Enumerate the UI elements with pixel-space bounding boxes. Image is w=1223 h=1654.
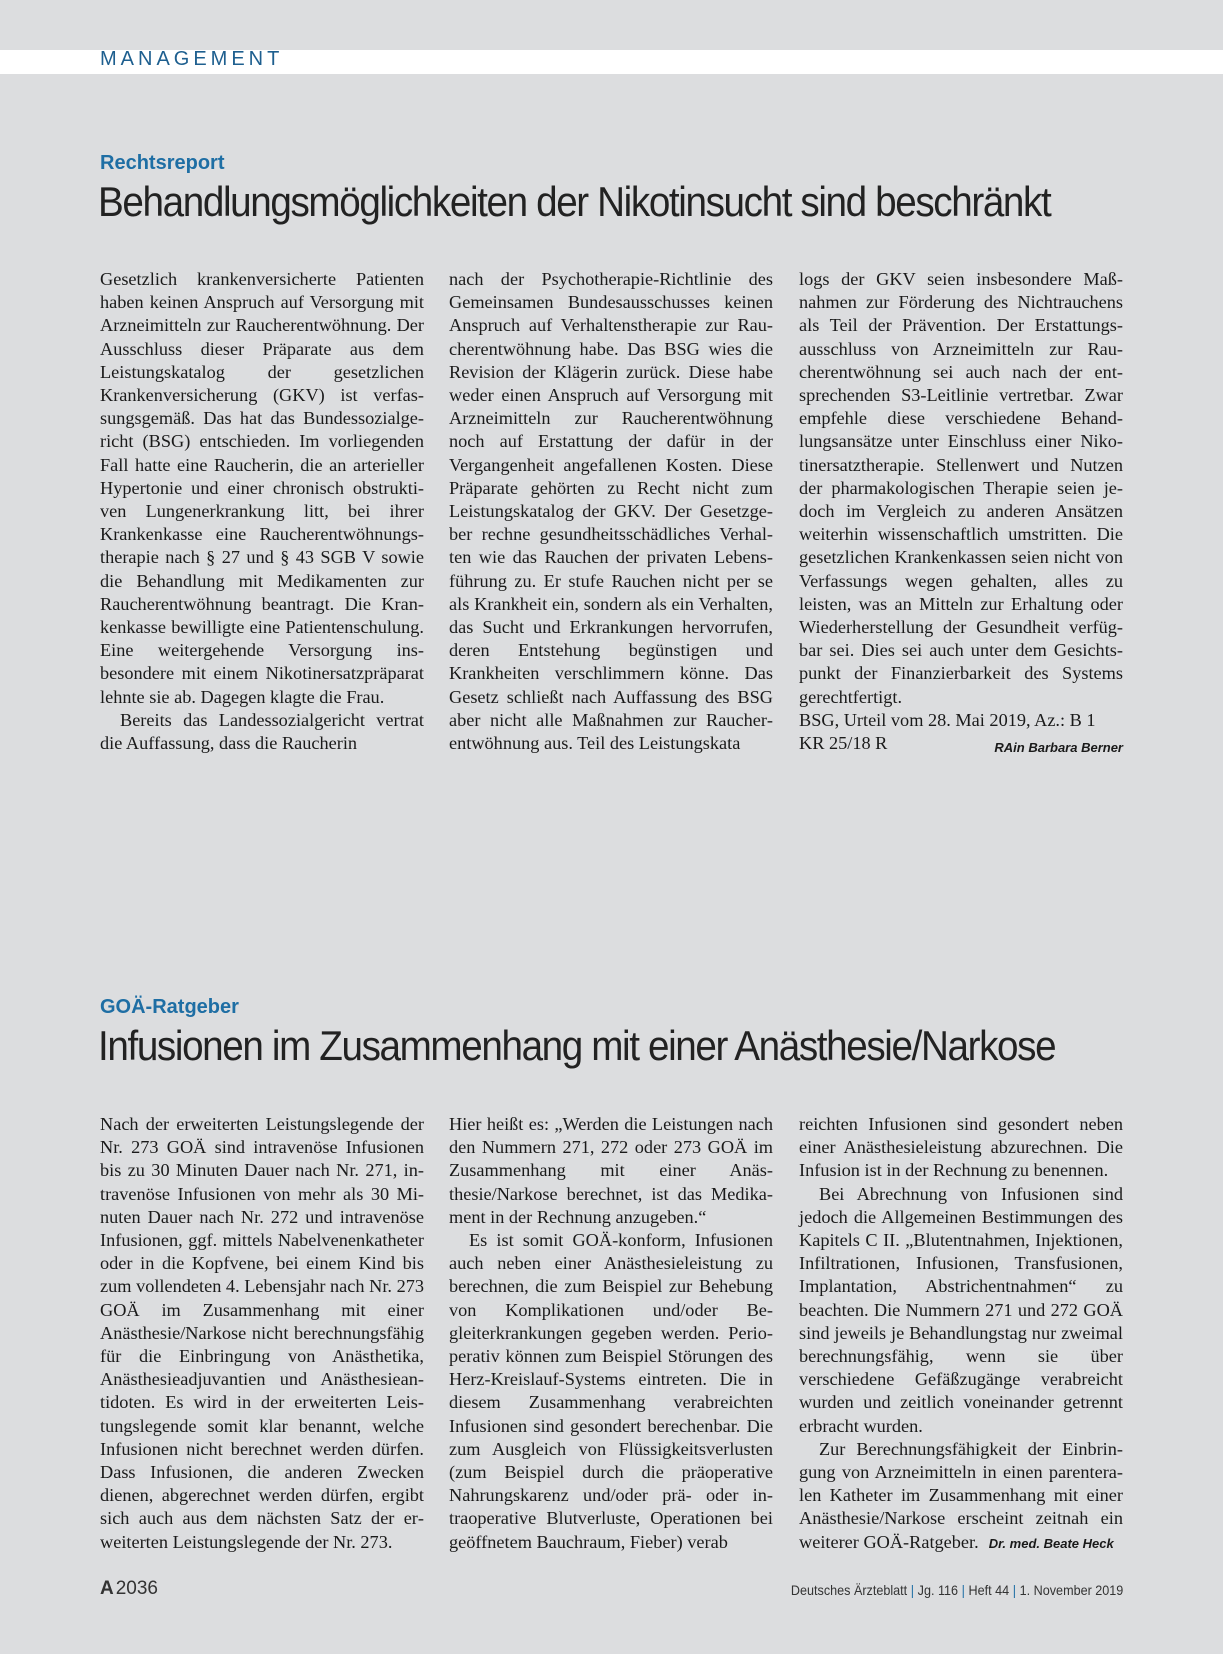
section-label: MANAGEMENT: [100, 48, 284, 70]
page-prefix: A: [100, 1578, 114, 1599]
publication-info: [791, 1582, 1123, 1598]
article1-title: Behandlungsmöglichkeiten der Nikotinsucht sind beschränkt: [98, 178, 1051, 225]
article2-title: Infusionen im Zusammenhang mit einer Anästhesie/Narkose: [98, 1022, 1056, 1069]
article2-paragraph: Es ist somit GOÄ-konform, Infusionen auch neben einer Anästhesieleistung zu berechnen, die zum Beispiel zur Behebung von Komplikationen und/oder Begleiterkrankungen gegeben werden. Perioperativ können zum Beispiel Störungen des Herz-Kreislauf-Systems eintreten. Die in diesem Zusammenhang verabreichten Infusionen sind gesondert berechenbar. Die zum Ausgleich von Flüssigkeitsverlusten (zum Beispiel durch die präoperative Nahrungskarenz und/oder prä- oder intraoperative Blutverluste, Operationen bei geöffnetem Bauchraum, Fieber) verab: [449, 1230, 773, 1552]
article1-paragraph: nach der Psychotherapie-Richtlinie des Gemeinsamen Bundesausschusses keinen Anspruch auf Verhaltenstherapie zur Raucherentwöhnung habe. Das BSG wies die Revision der Klägerin zurück. Diese habe weder einen Anspruch auf Versorgung mit Arzneimitteln zur Raucherentwöhnung noch auf Erstattung der dafür in der Vergangenheit angefallenen Kosten. Diese Präparate gehörten zu Recht nicht zum Leistungskatalog der GKV. Der Gesetzgeber rechne gesundheitsschädliches Verhalten wie das Rauchen der privaten Lebensführung zu. Er stufe Rauchen nicht per se als Krankheit ein, sondern als ein Verhalten, das Sucht und Erkrankungen hervorrufen, deren Entstehung begünstigen und Krankheiten verschlimmern könne. Das Gesetz schließt nach Auffassung des BSG aber nicht alle Maßnahmen zur Raucherentwöhnung aus. Teil des Leistungskata: [449, 269, 773, 754]
page-number: [100, 1578, 158, 1600]
article1-citation: [799, 709, 1123, 755]
article1-paragraph: Bereits das Landessozialgericht vertrat die Auffassung, dass die Raucherin: [100, 709, 424, 754]
article1-kicker: Rechtsreport: [100, 152, 225, 174]
journal-volume: Jg. 116: [917, 1582, 958, 1598]
citation-text: BSG, Urteil vom 28. Mai 2019, Az.: B 1 KR 25/18 R: [799, 709, 1096, 754]
article2-closing-text: Zur Berechnungsfähigkeit der Einbringung von Arzneimitteln in einen parenteralen Katheter im Zusammenhang mit einer Anästhesie/Narkose erscheint zeitnah ein weiterer GOÄ-Ratgeber.: [799, 1438, 1123, 1552]
separator: |: [910, 1582, 914, 1598]
article1-paragraph: Gesetzlich krankenversicherte Patienten haben keinen Anspruch auf Versorgung mit Arzneimitteln zur Raucherentwöhnung. Der Ausschluss dieser Präparate aus dem Leistungskatalog der gesetzlichen Krankenversicherung (GKV) ist verfassungsgemäß. Das hat das Bundessozialgericht (BSG) entschieden. Im vorliegenden Fall hatte eine Raucherin, die an arterieller Hypertonie und einer chronisch obstruktiven Lungenerkrankung litt, bei ihrer Krankenkasse eine Raucherentwöhnungstherapie nach § 27 und § 43 SGB V sowie die Behandlung mit Medikamenten zur Raucherentwöhnung beantragt. Die Krankenkasse bewilligte eine Patientenschulung. Eine weitergehende Versorgung insbesondere mit einem Nikotinersatzpräparat lehnte sie ab. Dagegen klagte die Frau.: [100, 269, 424, 707]
article1-column-3: [799, 268, 1123, 759]
article2-kicker: GOÄ-Ratgeber: [100, 996, 239, 1018]
article2-author: Dr. med. Beate Heck: [988, 1535, 1114, 1551]
separator: |: [961, 1582, 965, 1598]
article2-paragraph: Nach der erweiterten Leistungslegende der Nr. 273 GOÄ sind intravenöse Infusionen bis zu 30 Minuten Dauer nach Nr. 271, intravenöse Infusionen von mehr als 30 Minuten Dauer nach Nr. 272 und intravenöse Infusionen, ggf. mittels Nabelvenenkatheter oder in die Kopfvene, bei einem Kind bis zum vollendeten 4. Lebensjahr nach Nr. 273 GOÄ im Zusammenhang mit einer Anästhesie/Narkose nicht berechnungsfähig für die Einbringung von Anästhetika, Anästhesieadjuvantien und Anästhesieantidoten. Es wird in der erweiterten Leistungslegende somit klar benannt, welche Infusionen nicht berechnet werden dürfen. Dass Infusionen, die anderen Zwecken dienen, abgerechnet werden dürfen, ergibt sich auch aus dem nächsten Satz der erweiterten Leistungslegende der Nr. 273.: [100, 1114, 424, 1552]
journal-issue: Heft 44: [968, 1582, 1009, 1598]
article1-column-2: [449, 268, 773, 755]
article2-column-2: [449, 1113, 773, 1554]
top-band: [0, 0, 1223, 50]
article2-column-3: [799, 1113, 1123, 1555]
article1-author: RAin Barbara Berner: [994, 740, 1123, 756]
article2-column-1: [100, 1113, 424, 1554]
separator: |: [1012, 1582, 1016, 1598]
article2-paragraph: Bei Abrechnung von Infusionen sind jedoch die Allgemeinen Bestimmungen des Kapitels C II. „Blutentnahmen, Injektionen, Infiltrationen, Infusionen, Transfusionen, Implantation, Abstrichentnahmen“ zu beachten. Die Nummern 271 und 272 GOÄ sind jeweils je Behandlungstag nur zweimal berechnungsfähig, wenn sie über verschiedene Gefäßzugänge verabreicht wurden und zeitlich voneinander getrennt erbracht wurden.: [799, 1183, 1123, 1436]
article1-column-1: [100, 268, 424, 755]
page-number-value: 2036: [115, 1578, 159, 1599]
issue-date: 1. November 2019: [1019, 1582, 1123, 1598]
article1-paragraph: logs der GKV seien insbesondere Maßnahmen zur Förderung des Nichtrauchens als Teil der Prävention. Der Erstattungsausschluss von Arzneimitteln zur Raucherentwöhnung sei auch nach der entsprechenden S3-Leitlinie vertretbar. Zwar empfehle diese verschiedene Behandlungsansätze unter Einschluss einer Nikotinersatztherapie. Stellenwert und Nutzen der pharmakologischen Therapie seien jedoch im Vergleich zu anderen Ansätzen weiterhin wissenschaftlich umstritten. Die gesetzlichen Krankenkassen seien nicht von Verfassungs wegen gehalten, alles zu leisten, was an Mitteln zur Erhaltung oder Wiederherstellung der Gesundheit verfügbar sei. Dies sei auch unter dem Gesichtspunkt der Finanzierbarkeit des Systems gerechtfertigt.: [799, 269, 1123, 707]
article2-paragraph: Hier heißt es: „Werden die Leistungen nach den Nummern 271, 272 oder 273 GOÄ im Zusammenhang mit einer Anästhesie/Narkose berechnet, ist das Medikament in der Rechnung anzugeben.“: [449, 1114, 773, 1227]
journal-name: Deutsches Ärzteblatt: [790, 1582, 907, 1598]
article2-paragraph: reichten Infusionen sind gesondert neben einer Anästhesieleistung abzurechnen. Die Infusion ist in der Rechnung zu benennen.: [799, 1114, 1123, 1181]
article2-paragraph-last: [799, 1438, 1123, 1555]
